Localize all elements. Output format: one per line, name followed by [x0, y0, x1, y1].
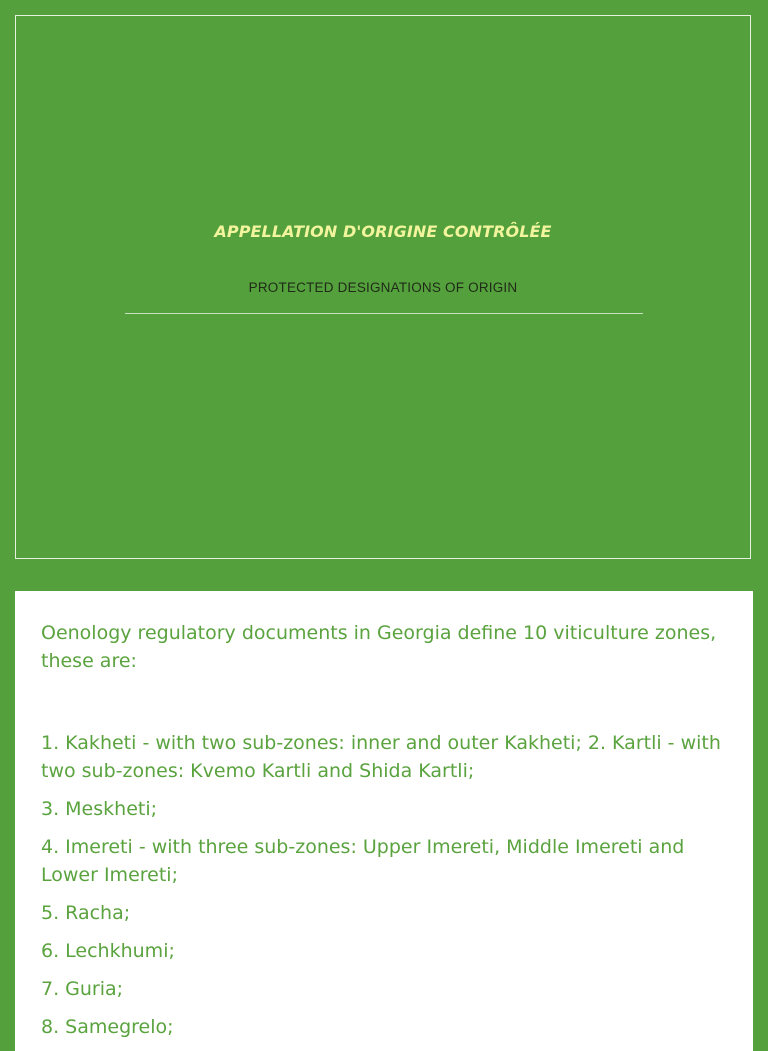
slide-subtitle: PROTECTED DESIGNATIONS OF ORIGIN [248, 280, 518, 295]
title-slide [15, 15, 751, 559]
slide-title: APPELLATION D'ORIGINE CONTRÔLÉE [214, 222, 552, 241]
zone-list [41, 729, 731, 1041]
zone-item: 4. Imereti - with three sub-zones: Upper Imereti, Middle Imereti and Lower Imereti; [41, 836, 685, 886]
zone-item: 1. Kakheti - with two sub-zones: inner and outer Kakheti; 2. Kartli - with two sub-zones: Kvemo Kartli and Shida Kartli; [41, 732, 721, 782]
content-slide [15, 591, 753, 1051]
zone-item: 6. Lechkhumi; [41, 940, 175, 962]
zone-item: 3. Meskheti; [41, 798, 158, 820]
zone-item: 7. Guria; [41, 978, 124, 1000]
content-body [41, 619, 731, 1051]
zone-item: 8. Samegrelo; [41, 1016, 174, 1038]
slide-divider [125, 313, 643, 314]
zone-item: 5. Racha; [41, 902, 131, 924]
intro-text: Oenology regulatory documents in Georgia define 10 viticulture zones, these are: [41, 622, 717, 672]
